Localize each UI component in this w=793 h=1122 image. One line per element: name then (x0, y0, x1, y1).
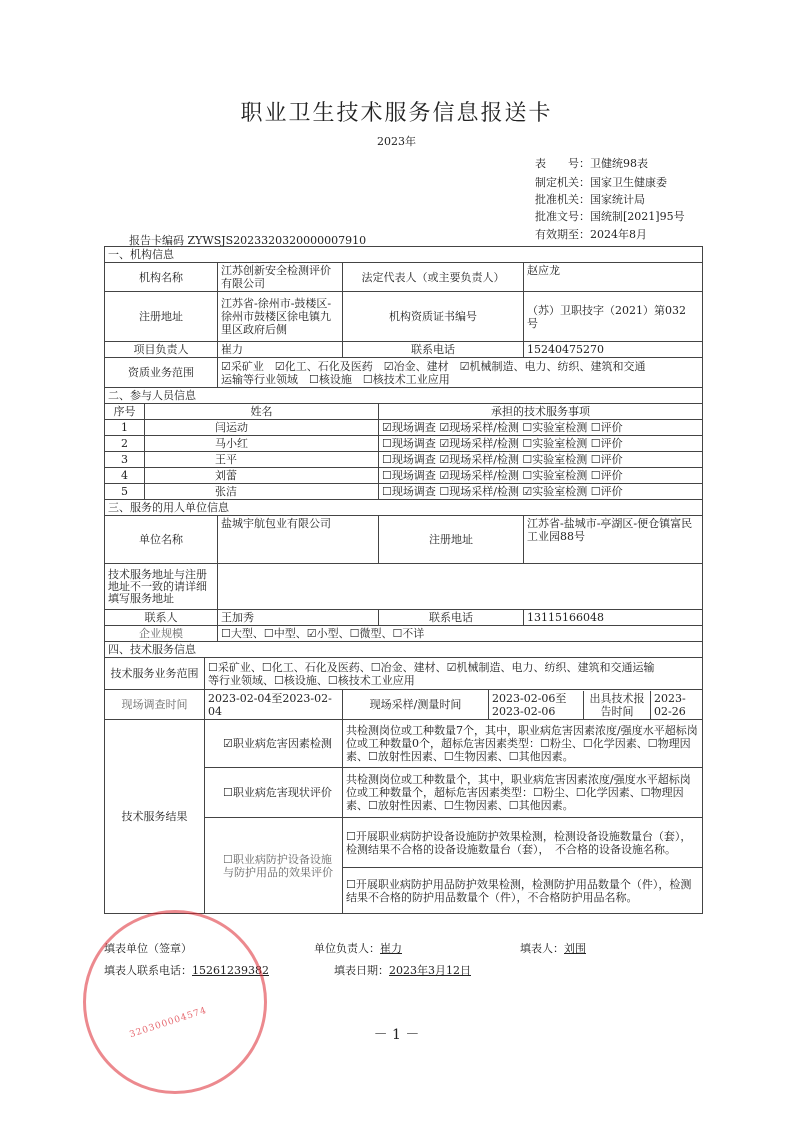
pm-label: 项目负责人 (105, 342, 218, 358)
report-time-value: 2023-02-26 (654, 691, 686, 718)
size-value: ☐大型、☐中型、☑小型、☐微型、☐不详 (218, 626, 703, 642)
svc-scope-line-1: ☐采矿业、☐化工、石化及医药、☐冶金、建材、☑机械制造、电力、纺织、建筑和交通运输 (208, 660, 655, 674)
org-phone-value: 15240475270 (524, 342, 703, 358)
table-row (105, 468, 703, 484)
table-row (105, 452, 703, 468)
contact-label: 联系人 (105, 610, 218, 626)
info-form (104, 246, 703, 914)
person-no: 1 (105, 420, 145, 436)
person-name: 马小红 (145, 436, 379, 452)
meta-doc-no: 批准文号：国统制[2021]95号 (535, 210, 685, 223)
page-title: 职业卫生技术服务信息报送卡 (240, 101, 553, 126)
svc-addr-label: 技术服务地址与注册地址不一致的请详细填写服务地址 (105, 564, 218, 610)
fill-unit-label: 填表单位（签章） (104, 942, 192, 955)
svc-addr-value (218, 564, 703, 610)
reg-addr-label: 注册地址 (105, 292, 218, 342)
reg-addr-value: 江苏省-徐州市-鼓楼区-徐州市鼓楼区徐电镇九里区政府后侧 (218, 292, 343, 342)
sample-time-value: 2023-02-06至2023-02-06 (489, 691, 584, 719)
meta-approve: 批准机关：国家统计局 (535, 193, 645, 206)
sample-time-label: 现场采样/测量时间 (343, 690, 489, 720)
result3-text1: ☐开展职业病防护设备设施防护效果检测，检测设备设施数量台（套），检测结果不合格的设备设施数量台（套）， 不合格的设备设施名称。 (343, 818, 703, 868)
report-time-label: 出具技术报告时间 (584, 691, 651, 719)
person-task: ☐现场调查 ☑现场采样/检测 ☐实验室检测 ☐评价 (379, 452, 703, 468)
unit-name-label: 单位名称 (105, 516, 218, 564)
person-task: ☐现场调查 ☑现场采样/检测 ☐实验室检测 ☐评价 (379, 436, 703, 452)
filler-value: 刘围 (564, 942, 586, 955)
section3-header: 三、服务的用人单位信息 (105, 500, 703, 516)
unit-phone-label: 联系电话 (379, 610, 524, 626)
legal-rep-label: 法定代表人（或主要负责人） (343, 263, 524, 292)
filler-label: 填表人： (520, 942, 564, 955)
svc-scope-line-2: 等行业领域、☐核设施、☐核技术工业应用 (208, 673, 415, 687)
col-name-header: 姓名 (145, 404, 379, 420)
table-row (105, 420, 703, 436)
person-name: 刘蕾 (145, 468, 379, 484)
cert-no-label: 机构资质证书编号 (343, 292, 524, 342)
result1-label: ☑职业病危害因素检测 (205, 720, 343, 768)
fill-date-value: 2023年3月12日 (389, 964, 471, 977)
person-no: 4 (105, 468, 145, 484)
col-task-header: 承担的技术服务事项 (379, 404, 703, 420)
filler-phone-value: 15261239382 (192, 964, 269, 977)
section1-header: 一、机构信息 (105, 247, 703, 263)
person-task: ☐现场调查 ☑现场采样/检测 ☐实验室检测 ☐评价 (379, 468, 703, 484)
person-no: 5 (105, 484, 145, 500)
cert-no-value: （苏）卫职技字（2021）第032 号 (524, 292, 703, 342)
org-name-label: 机构名称 (105, 263, 218, 292)
section2-header: 二、参与人员信息 (105, 388, 703, 404)
svc-scope-label: 技术服务业务范围 (105, 658, 205, 690)
contact-value: 王加秀 (218, 610, 379, 626)
page-number: － 1 － (373, 1027, 420, 1043)
unit-head-field (314, 940, 402, 956)
org-phone-label: 联系电话 (343, 342, 524, 358)
scope-line-2: 运输等行业领域 ☐核设施 ☐核技术工业应用 (221, 372, 450, 386)
result2-text: 共检测岗位或工种数量个，其中，职业病危害因素浓度/强度水平超标岗位或工种数量个，超标危害因素类型：☐粉尘、☐化学因素、☐物理因素、☐放射性因素、☐生物因素、☐其他因素。 (343, 768, 703, 818)
section4-header: 四、技术服务信息 (105, 642, 703, 658)
result3-label: ☐职业病防护设备设施与防护用品的效果评价 (205, 818, 343, 914)
unit-phone-value: 13115166048 (524, 610, 703, 626)
scope-line-1: ☑采矿业 ☑化工、石化及医药 ☑冶金、建材 ☑机械制造、电力、纺织、建筑和交通 (221, 359, 646, 373)
survey-time-label: 现场调查时间 (105, 690, 205, 720)
filler-phone-label: 填表人联系电话： (104, 964, 192, 977)
survey-time-value: 2023-02-04至2023-02-04 (205, 690, 343, 720)
table-row (105, 436, 703, 452)
legal-rep-value: 赵应龙 (524, 263, 703, 292)
unit-head-value: 崔力 (380, 942, 402, 955)
report-code: 报告卡编码 ZYWSJS2023320320000007910 (129, 234, 367, 247)
official-seal (83, 910, 267, 1094)
person-name: 王平 (145, 452, 379, 468)
result-label: 技术服务结果 (105, 720, 205, 914)
person-task: ☐现场调查 ☐现场采样/检测 ☑实验室检测 ☐评价 (379, 484, 703, 500)
seal-number: 320300004574 (128, 1005, 209, 1041)
meta-table-no: 表 号：卫健统98表 (535, 157, 648, 170)
col-no-header: 序号 (105, 404, 145, 420)
result3-text2: ☐开展职业病防护用品防护效果检测，检测防护用品数量个（件），检测结果不合格的防护用品数量个（件），不合格防护用品名称。 (343, 868, 703, 914)
sample-report-cell (489, 690, 703, 720)
meta-organ: 制定机关：国家卫生健康委 (535, 176, 667, 189)
person-task: ☑现场调查 ☑现场采样/检测 ☐实验室检测 ☐评价 (379, 420, 703, 436)
unit-head-label: 单位负责人： (314, 942, 380, 955)
report-year: 2023年 (377, 135, 416, 148)
person-no: 2 (105, 436, 145, 452)
unit-addr-label: 注册地址 (379, 516, 524, 564)
svc-scope-value (205, 658, 703, 690)
meta-valid: 有效期至：2024年8月 (535, 228, 647, 241)
result1-text: 共检测岗位或工种数量7个，其中，职业病危害因素浓度/强度水平超标岗位或工种数量0个，超标危害因素类型：☐粉尘、☐化学因素、☐物理因素、☐放射性因素、☐生物因素、☐其他因素。 (343, 720, 703, 768)
person-no: 3 (105, 452, 145, 468)
person-name: 张洁 (145, 484, 379, 500)
org-name-value: 江苏创新安全检测评价有限公司 (218, 263, 343, 292)
scope-label: 资质业务范围 (105, 358, 218, 388)
pm-value: 崔力 (218, 342, 343, 358)
sample-report-table (489, 691, 702, 719)
unit-addr-value: 江苏省-盐城市-亭湖区-便仓镇富民工业园88号 (524, 516, 703, 564)
fill-date-field (334, 962, 471, 978)
fill-date-label: 填表日期： (334, 964, 389, 977)
size-label: 企业规模 (105, 626, 218, 642)
table-row (105, 484, 703, 500)
filler-field (520, 940, 586, 956)
result2-label: ☐职业病危害现状评价 (205, 768, 343, 818)
scope-value (218, 358, 703, 388)
person-name: 闫运动 (145, 420, 379, 436)
unit-name-value: 盐城宇航包业有限公司 (218, 516, 379, 564)
